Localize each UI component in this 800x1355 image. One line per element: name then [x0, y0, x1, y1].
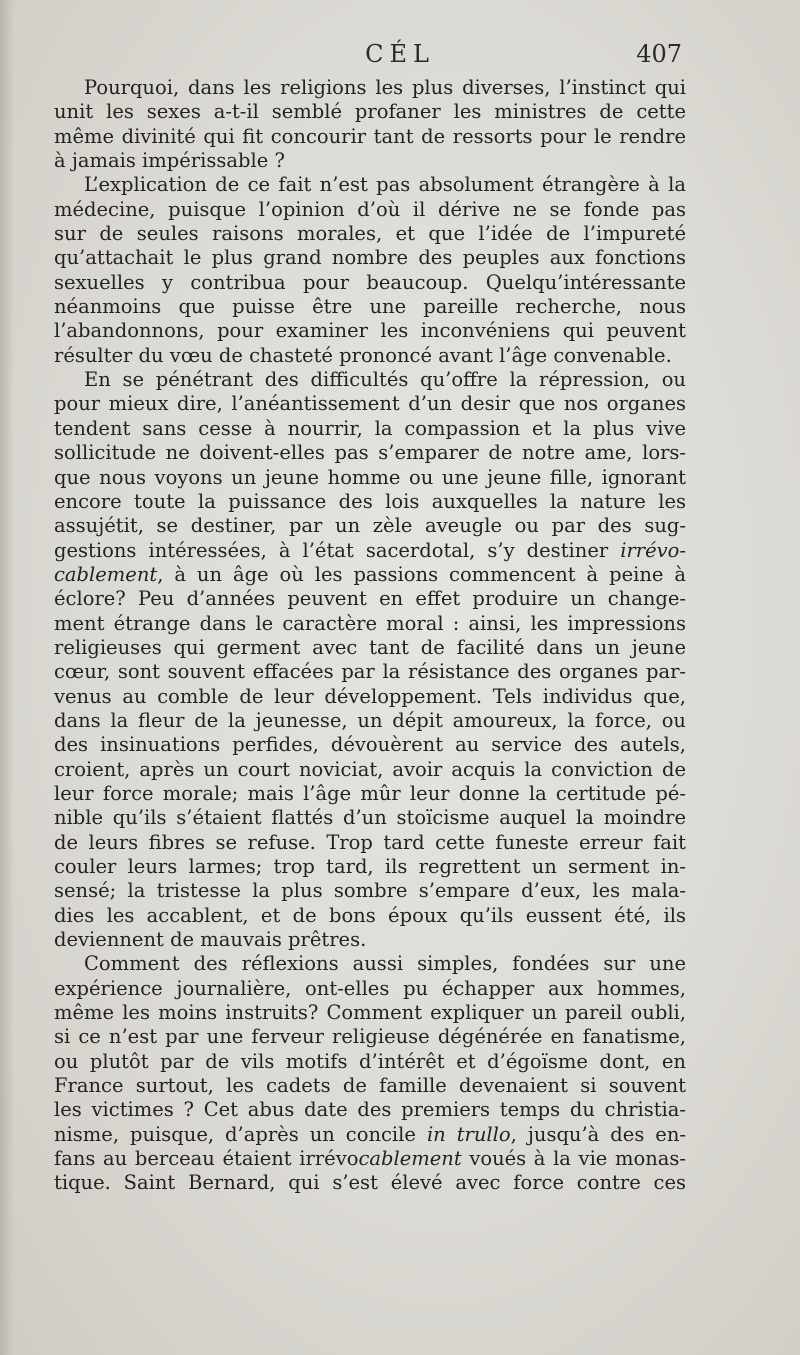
text-line: unit les sexes a-t-il semblé profaner les ministres de cette: [54, 100, 686, 124]
text-line: sollicitude ne doivent-elles pas s’emparer de notre ame, lors-: [54, 441, 686, 465]
text-line: fans au berceau étaient irrévocablement voués à la vie monas-: [54, 1147, 686, 1171]
page-gutter-shadow: [0, 0, 14, 1355]
text-line: Pourquoi, dans les religions les plus diverses, l’instinct qui: [84, 76, 686, 99]
page-header: [0, 40, 800, 80]
text-line: l’abandonnons, pour examiner les inconvéniens qui peuvent: [54, 319, 686, 343]
text-line: dans la fleur de la jeunesse, un dépit amoureux, la force, ou: [54, 708, 686, 732]
text-line: expérience journalière, ont-elles pu échapper aux hommes,: [54, 976, 686, 1000]
text-line: France surtout, les cadets de famille devenaient si souvent: [54, 1074, 686, 1098]
text-line: de leurs fibres se refuse. Trop tard cette funeste erreur fait: [54, 830, 686, 854]
text-line: éclore? Peu d’années peuvent en effet produire un change-: [54, 587, 686, 611]
text-line: pour mieux dire, l’anéantissement d’un desir que nos organes: [54, 392, 686, 416]
text-line: encore toute la puissance des lois auxquelles la nature les: [54, 489, 686, 513]
text-line: tique. Saint Bernard, qui s’est élevé avec force contre ces: [54, 1171, 686, 1195]
text-line: dies les accablent, et de bons époux qu’ils eussent été, ils: [54, 903, 686, 927]
text-line: En se pénétrant des difficultés qu’offre la répression, ou: [84, 368, 686, 392]
text-line: religieuses qui germent avec tant de facilité dans un jeune: [54, 635, 686, 659]
text-line: qu’attachait le plus grand nombre des peuples aux fonctions: [54, 246, 686, 270]
text-line: nible qu’ils s’étaient flattés d’un stoïcisme auquel la moindre: [54, 806, 686, 830]
text-line: leur force morale; mais l’âge mûr leur donne la certitude pé-: [54, 781, 686, 805]
text-line: deviennent de mauvais prêtres.: [54, 928, 367, 952]
running-head: CÉL: [365, 40, 435, 68]
text-line: croient, après un court noviciat, avoir acquis la conviction de: [54, 757, 686, 781]
text-line: médecine, puisque l’opinion d’où il dérive ne se fonde pas: [54, 197, 686, 221]
text-line: sexuelles y contribua pour beaucoup. Quelqu’intéressante: [54, 270, 686, 294]
text-line: des insinuations perfides, dévouèrent au service des autels,: [54, 733, 686, 757]
text-line: couler leurs larmes; trop tard, ils regrettent un serment in-: [54, 855, 686, 878]
text-line: L’explication de ce fait n’est pas absolument étrangère à la: [84, 173, 686, 197]
text-line: à jamais impérissable ?: [54, 149, 285, 173]
text-line: résulter du vœu de chasteté prononcé avant l’âge convenable.: [54, 343, 672, 367]
text-line: sensé; la tristesse la plus sombre s’empare d’eux, les mala-: [54, 879, 686, 903]
text-line: ment étrange dans le caractère moral : ainsi, les impressions: [54, 611, 686, 635]
text-line: Comment des réflexions aussi simples, fondées sur une: [84, 952, 686, 976]
text-line: si ce n’est par une ferveur religieuse dégénérée en fanatisme,: [54, 1025, 686, 1049]
text-line: les victimes ? Cet abus date des premiers temps du christia-: [54, 1098, 686, 1122]
page-number: 407: [636, 40, 682, 68]
text-line: ou plutôt par de vils motifs d’intérêt et d’égoïsme dont, en: [54, 1049, 686, 1073]
text-line: cablement, à un âge où les passions commencent à peine à: [54, 562, 686, 586]
body-text: [54, 76, 686, 1196]
text-line: gestions intéressées, à l’état sacerdotal, s’y destiner irrévo-: [54, 538, 686, 562]
text-line: assujétit, se destiner, par un zèle aveugle ou par des sug-: [54, 514, 686, 538]
text-line: sur de seules raisons morales, et que l’idée de l’impureté: [54, 222, 686, 246]
text-line: même divinité qui fit concourir tant de ressorts pour le rendre: [54, 124, 686, 148]
text-line: venus au comble de leur développement. Tels individus que,: [54, 684, 686, 708]
text-line: nisme, puisque, d’après un concile in trullo, jusqu’à des en-: [54, 1122, 686, 1146]
text-line: néanmoins que puisse être une pareille recherche, nous: [54, 295, 686, 319]
text-line: tendent sans cesse à nourrir, la compassion et la plus vive: [54, 416, 686, 440]
text-line: que nous voyons un jeune homme ou une jeune fille, ignorant: [54, 465, 686, 489]
text-line: cœur, sont souvent effacées par la résistance des organes par-: [54, 660, 686, 684]
text-line: même les moins instruits? Comment expliquer un pareil oubli,: [54, 1001, 686, 1025]
